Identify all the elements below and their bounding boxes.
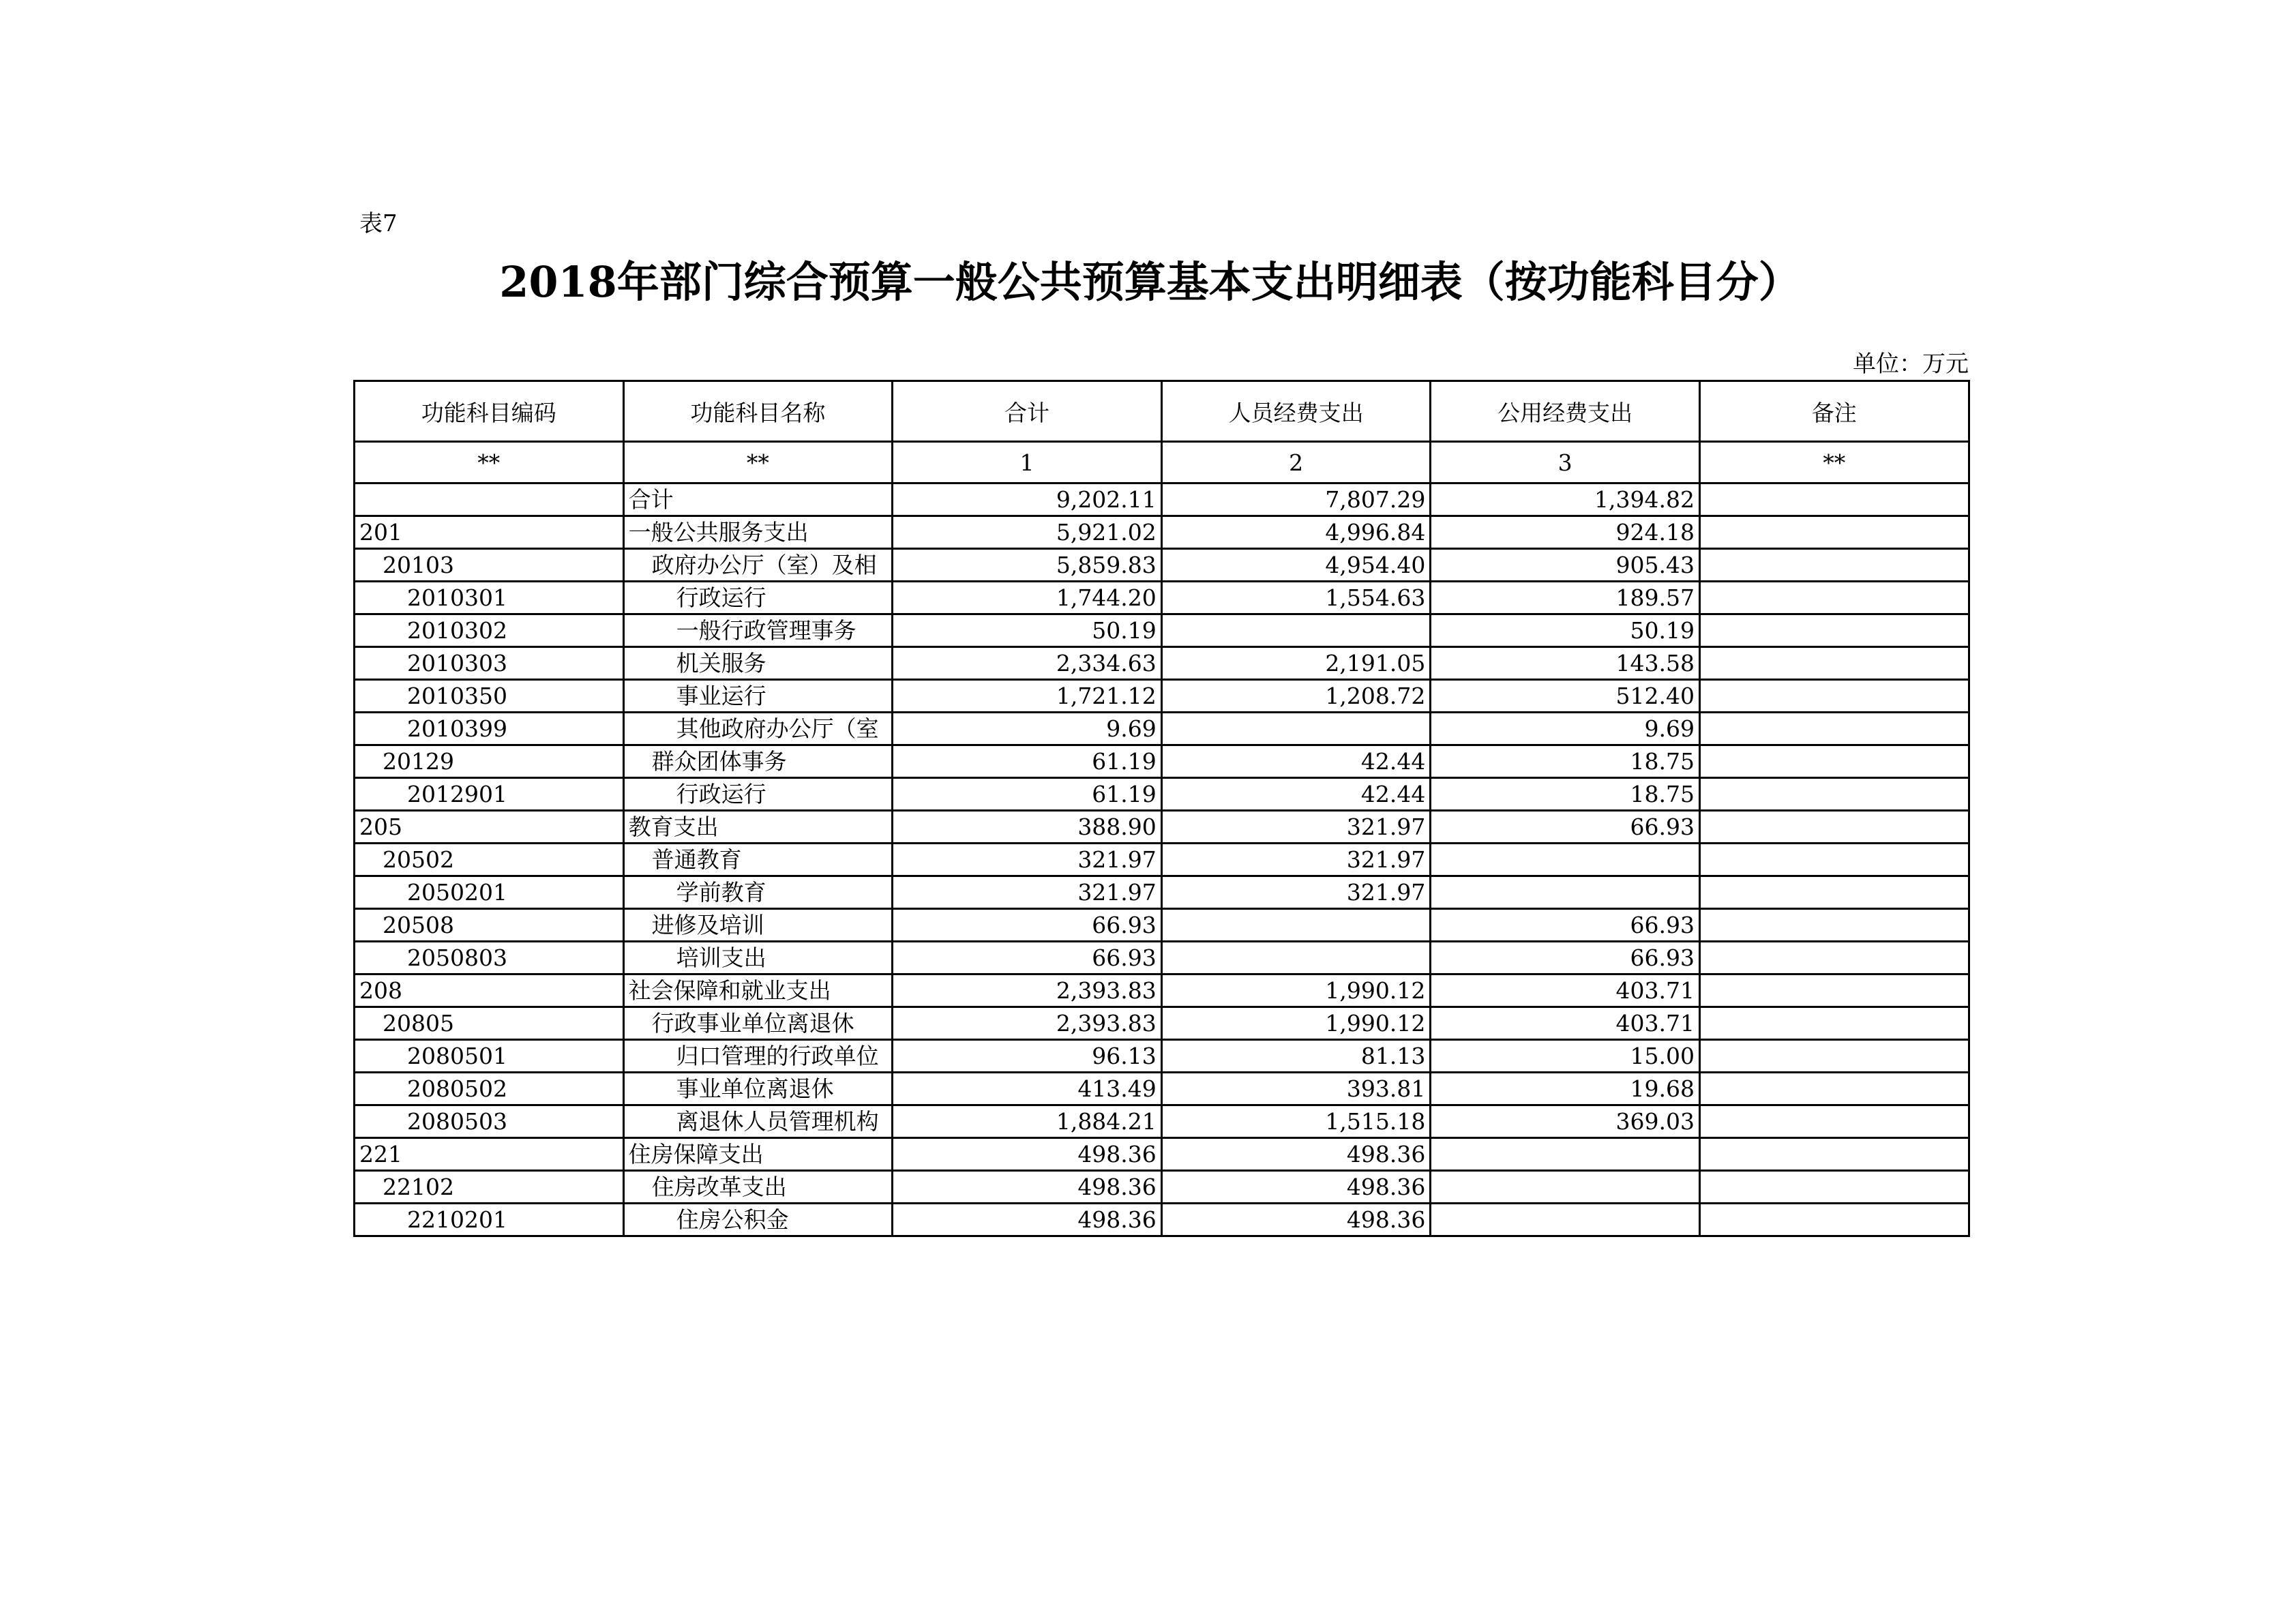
cell-public: 924.18 [1431, 516, 1700, 549]
cell-code: 2010302 [355, 614, 624, 647]
cell-name: 群众团体事务 [623, 745, 893, 778]
cell-note [1699, 1171, 1969, 1204]
index-cell: ** [355, 442, 624, 483]
index-cell: 3 [1431, 442, 1700, 483]
cell-total: 413.49 [893, 1073, 1162, 1105]
cell-note [1699, 909, 1969, 942]
cell-code: 2012901 [355, 778, 624, 811]
cell-code: 2080501 [355, 1040, 624, 1073]
cell-total: 9,202.11 [893, 483, 1162, 516]
cell-note [1699, 1040, 1969, 1073]
cell-total: 61.19 [893, 745, 1162, 778]
cell-note [1699, 1138, 1969, 1171]
cell-code: 2080503 [355, 1105, 624, 1138]
cell-total: 2,393.83 [893, 1007, 1162, 1040]
cell-name: 行政事业单位离退休 [623, 1007, 893, 1040]
cell-name: 归口管理的行政单位 [623, 1040, 893, 1073]
cell-public: 403.71 [1431, 974, 1700, 1007]
cell-note [1699, 942, 1969, 974]
cell-public: 143.58 [1431, 647, 1700, 680]
table-row [355, 974, 1969, 1007]
cell-personnel: 1,990.12 [1161, 1007, 1431, 1040]
cell-note [1699, 811, 1969, 844]
cell-name: 合计 [623, 483, 893, 516]
index-cell: ** [623, 442, 893, 483]
table-row [355, 1138, 1969, 1171]
cell-total: 66.93 [893, 909, 1162, 942]
cell-total: 61.19 [893, 778, 1162, 811]
header-code: 功能科目编码 [355, 381, 624, 442]
cell-personnel: 1,208.72 [1161, 680, 1431, 713]
cell-total: 5,859.83 [893, 549, 1162, 582]
cell-personnel [1161, 942, 1431, 974]
budget-table [353, 380, 1970, 1237]
header-name: 功能科目名称 [623, 381, 893, 442]
cell-name: 离退休人员管理机构 [623, 1105, 893, 1138]
cell-public: 15.00 [1431, 1040, 1700, 1073]
table-row [355, 614, 1969, 647]
cell-note [1699, 614, 1969, 647]
cell-total: 50.19 [893, 614, 1162, 647]
cell-code: 2080502 [355, 1073, 624, 1105]
cell-note [1699, 1007, 1969, 1040]
cell-note [1699, 680, 1969, 713]
table-row [355, 778, 1969, 811]
table-number: 表7 [359, 210, 398, 237]
table-row [355, 1105, 1969, 1138]
cell-name: 教育支出 [623, 811, 893, 844]
cell-code: 2010399 [355, 713, 624, 745]
cell-public: 66.93 [1431, 811, 1700, 844]
cell-total: 388.90 [893, 811, 1162, 844]
cell-code: 205 [355, 811, 624, 844]
cell-personnel [1161, 713, 1431, 745]
cell-total: 321.97 [893, 844, 1162, 876]
header-total: 合计 [893, 381, 1162, 442]
cell-note [1699, 974, 1969, 1007]
cell-public [1431, 876, 1700, 909]
cell-public: 18.75 [1431, 745, 1700, 778]
cell-code: 221 [355, 1138, 624, 1171]
cell-note [1699, 549, 1969, 582]
cell-personnel: 4,996.84 [1161, 516, 1431, 549]
table-row [355, 1073, 1969, 1105]
table-row [355, 1204, 1969, 1236]
cell-public: 19.68 [1431, 1073, 1700, 1105]
cell-total: 498.36 [893, 1138, 1162, 1171]
table-row [355, 942, 1969, 974]
cell-public: 905.43 [1431, 549, 1700, 582]
cell-public [1431, 1171, 1700, 1204]
header-note: 备注 [1699, 381, 1969, 442]
index-cell: ** [1699, 442, 1969, 483]
cell-total: 5,921.02 [893, 516, 1162, 549]
cell-note [1699, 745, 1969, 778]
cell-personnel: 498.36 [1161, 1204, 1431, 1236]
header-public: 公用经费支出 [1431, 381, 1700, 442]
cell-name: 一般公共服务支出 [623, 516, 893, 549]
cell-name: 社会保障和就业支出 [623, 974, 893, 1007]
cell-name: 事业运行 [623, 680, 893, 713]
cell-personnel: 321.97 [1161, 844, 1431, 876]
cell-personnel: 1,515.18 [1161, 1105, 1431, 1138]
unit-label: 单位：万元 [1853, 351, 1969, 378]
cell-total: 9.69 [893, 713, 1162, 745]
cell-note [1699, 582, 1969, 614]
cell-personnel: 498.36 [1161, 1138, 1431, 1171]
table-row [355, 582, 1969, 614]
cell-name: 一般行政管理事务 [623, 614, 893, 647]
cell-code: 2010301 [355, 582, 624, 614]
cell-public: 66.93 [1431, 942, 1700, 974]
cell-personnel [1161, 909, 1431, 942]
cell-code: 20508 [355, 909, 624, 942]
cell-public: 403.71 [1431, 1007, 1700, 1040]
cell-note [1699, 713, 1969, 745]
cell-total: 321.97 [893, 876, 1162, 909]
cell-personnel: 7,807.29 [1161, 483, 1431, 516]
table-row [355, 745, 1969, 778]
cell-name: 行政运行 [623, 582, 893, 614]
cell-code: 20502 [355, 844, 624, 876]
cell-note [1699, 876, 1969, 909]
cell-note [1699, 1073, 1969, 1105]
table-row [355, 680, 1969, 713]
cell-personnel: 4,954.40 [1161, 549, 1431, 582]
cell-code: 2050803 [355, 942, 624, 974]
cell-note [1699, 483, 1969, 516]
cell-note [1699, 778, 1969, 811]
cell-personnel: 321.97 [1161, 876, 1431, 909]
table-row [355, 483, 1969, 516]
cell-public: 369.03 [1431, 1105, 1700, 1138]
cell-name: 其他政府办公厅（室 [623, 713, 893, 745]
cell-total: 66.93 [893, 942, 1162, 974]
cell-personnel: 2,191.05 [1161, 647, 1431, 680]
cell-public [1431, 1204, 1700, 1236]
cell-public: 18.75 [1431, 778, 1700, 811]
cell-note [1699, 1204, 1969, 1236]
cell-total: 2,393.83 [893, 974, 1162, 1007]
cell-code: 208 [355, 974, 624, 1007]
cell-personnel: 42.44 [1161, 778, 1431, 811]
cell-name: 事业单位离退休 [623, 1073, 893, 1105]
page-title: 2018年部门综合预算一般公共预算基本支出明细表（按功能科目分） [499, 257, 1801, 307]
table-body [355, 483, 1969, 1236]
cell-note [1699, 516, 1969, 549]
table-row [355, 516, 1969, 549]
cell-name: 培训支出 [623, 942, 893, 974]
table-row [355, 647, 1969, 680]
cell-total: 498.36 [893, 1204, 1162, 1236]
cell-personnel: 321.97 [1161, 811, 1431, 844]
cell-total: 498.36 [893, 1171, 1162, 1204]
table-row [355, 909, 1969, 942]
table-row [355, 811, 1969, 844]
cell-public: 1,394.82 [1431, 483, 1700, 516]
cell-name: 政府办公厅（室）及相 [623, 549, 893, 582]
cell-personnel: 393.81 [1161, 1073, 1431, 1105]
cell-code [355, 483, 624, 516]
cell-total: 96.13 [893, 1040, 1162, 1073]
index-row [355, 442, 1969, 483]
cell-code: 2210201 [355, 1204, 624, 1236]
cell-name: 普通教育 [623, 844, 893, 876]
cell-total: 1,721.12 [893, 680, 1162, 713]
header-personnel: 人员经费支出 [1161, 381, 1431, 442]
cell-code: 22102 [355, 1171, 624, 1204]
cell-personnel [1161, 614, 1431, 647]
cell-name: 进修及培训 [623, 909, 893, 942]
cell-code: 20805 [355, 1007, 624, 1040]
table-row [355, 549, 1969, 582]
cell-name: 学前教育 [623, 876, 893, 909]
cell-total: 1,884.21 [893, 1105, 1162, 1138]
cell-note [1699, 1105, 1969, 1138]
cell-public [1431, 844, 1700, 876]
cell-name: 住房保障支出 [623, 1138, 893, 1171]
table-row [355, 713, 1969, 745]
cell-code: 2050201 [355, 876, 624, 909]
table-row [355, 1171, 1969, 1204]
cell-public: 512.40 [1431, 680, 1700, 713]
cell-code: 2010303 [355, 647, 624, 680]
header-row [355, 381, 1969, 442]
index-cell: 1 [893, 442, 1162, 483]
cell-note [1699, 647, 1969, 680]
table-row [355, 844, 1969, 876]
cell-name: 机关服务 [623, 647, 893, 680]
cell-code: 201 [355, 516, 624, 549]
cell-name: 住房公积金 [623, 1204, 893, 1236]
cell-code: 2010350 [355, 680, 624, 713]
cell-name: 住房改革支出 [623, 1171, 893, 1204]
table-row [355, 1040, 1969, 1073]
cell-public: 9.69 [1431, 713, 1700, 745]
cell-name: 行政运行 [623, 778, 893, 811]
index-cell: 2 [1161, 442, 1431, 483]
cell-code: 20103 [355, 549, 624, 582]
cell-public: 189.57 [1431, 582, 1700, 614]
cell-public [1431, 1138, 1700, 1171]
cell-public: 66.93 [1431, 909, 1700, 942]
cell-code: 20129 [355, 745, 624, 778]
cell-total: 1,744.20 [893, 582, 1162, 614]
table-row [355, 876, 1969, 909]
cell-personnel: 1,554.63 [1161, 582, 1431, 614]
cell-personnel: 81.13 [1161, 1040, 1431, 1073]
table-row [355, 1007, 1969, 1040]
cell-personnel: 42.44 [1161, 745, 1431, 778]
cell-personnel: 1,990.12 [1161, 974, 1431, 1007]
cell-note [1699, 844, 1969, 876]
cell-total: 2,334.63 [893, 647, 1162, 680]
cell-public: 50.19 [1431, 614, 1700, 647]
cell-personnel: 498.36 [1161, 1171, 1431, 1204]
